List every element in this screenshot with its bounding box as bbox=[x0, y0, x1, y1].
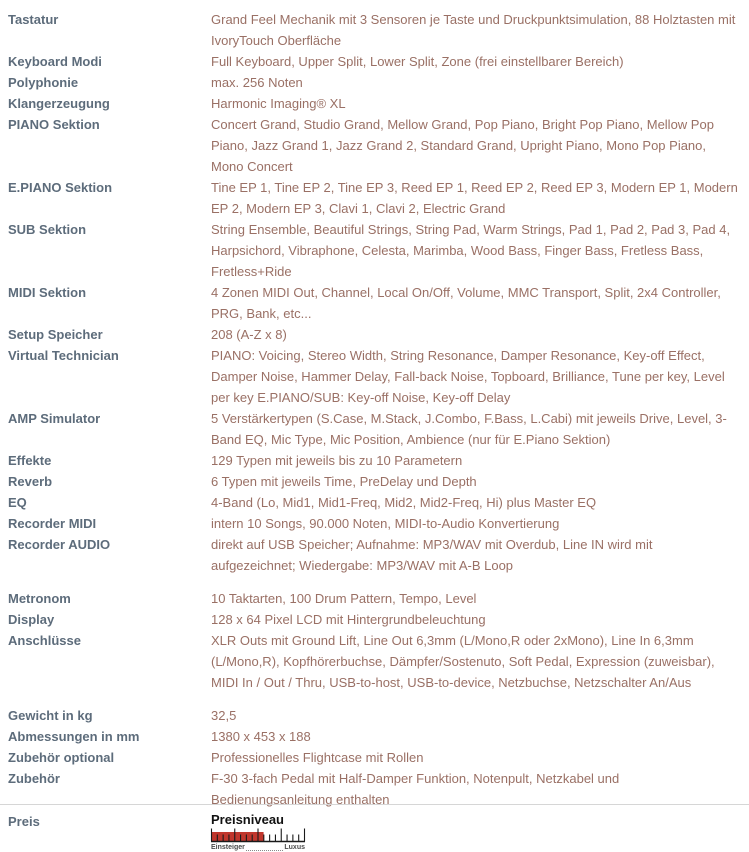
price-max-label: Luxus bbox=[284, 844, 305, 851]
price-scale-labels bbox=[211, 844, 305, 852]
spec-label: Abmessungen in mm bbox=[8, 729, 140, 744]
spec-label: Klangerzeugung bbox=[8, 96, 110, 111]
spec-value: F-30 3-fach Pedal mit Half-Damper Funktion, Notenpult, Netzkabel und Bedienungsanleitung enthalten bbox=[211, 771, 620, 807]
spec-row bbox=[8, 492, 741, 513]
spec-label: Zubehör bbox=[8, 771, 60, 786]
spec-value: Harmonic Imaging® XL bbox=[211, 96, 346, 111]
spec-value: String Ensemble, Beautiful Strings, String Pad, Warm Strings, Pad 1, Pad 2, Pad 3, Pad 4, Harpsichord, Vibraphone, Celesta, Marimba, Wood Bass, Finger Bass, Fretless Bass, Fretless+Ride bbox=[211, 222, 731, 279]
spec-row bbox=[8, 630, 741, 693]
spec-row bbox=[8, 513, 741, 534]
spec-row bbox=[8, 282, 741, 324]
spec-row bbox=[8, 345, 741, 408]
spec-row bbox=[8, 408, 741, 450]
spec-label: Virtual Technician bbox=[8, 348, 119, 363]
price-label: Preis bbox=[8, 814, 40, 829]
spec-value: 208 (A-Z x 8) bbox=[211, 327, 287, 342]
spec-value: 128 x 64 Pixel LCD mit Hintergrundbeleuchtung bbox=[211, 612, 486, 627]
spec-row bbox=[8, 609, 741, 630]
spec-label: AMP Simulator bbox=[8, 411, 101, 426]
spec-value: PIANO: Voicing, Stereo Width, String Resonance, Damper Resonance, Key-off Effect, Damper Noise, Hammer Delay, Fall-back Noise, Topboard, Brilliance, Tune per key, Level per key E.PIANO/SUB: Key-off Noise, Key-off Delay bbox=[211, 348, 725, 405]
spec-label: Metronom bbox=[8, 591, 71, 606]
spec-row bbox=[8, 93, 741, 114]
spec-label: E.PIANO Sektion bbox=[8, 180, 113, 195]
spec-row bbox=[8, 450, 741, 471]
price-min-label: Einsteiger bbox=[211, 844, 245, 851]
bottom-divider bbox=[0, 804, 749, 805]
spec-value: 4 Zonen MIDI Out, Channel, Local On/Off, Volume, MMC Transport, Split, 2x4 Controller, PRG, Bank, etc... bbox=[211, 285, 721, 321]
spec-row bbox=[8, 9, 741, 51]
spec-value: 6 Typen mit jeweils Time, PreDelay und Depth bbox=[211, 474, 477, 489]
spec-value: Professionelles Flightcase mit Rollen bbox=[211, 750, 424, 765]
spec-table bbox=[8, 9, 741, 810]
price-level-title: Preisniveau bbox=[211, 812, 284, 827]
spec-label: Tastatur bbox=[8, 12, 59, 27]
spec-label: MIDI Sektion bbox=[8, 285, 87, 300]
spec-row bbox=[8, 726, 741, 747]
spec-label: Anschlüsse bbox=[8, 633, 81, 648]
spec-value: 1380 x 453 x 188 bbox=[211, 729, 311, 744]
spec-label: SUB Sektion bbox=[8, 222, 87, 237]
spec-label: Effekte bbox=[8, 453, 52, 468]
price-row bbox=[8, 811, 741, 852]
spec-value: intern 10 Songs, 90.000 Noten, MIDI-to-Audio Konvertierung bbox=[211, 516, 560, 531]
spec-row bbox=[8, 72, 741, 93]
spec-value: 129 Typen mit jeweils bis zu 10 Parametern bbox=[211, 453, 463, 468]
spec-label: Recorder AUDIO bbox=[8, 537, 111, 552]
spec-label: Gewicht in kg bbox=[8, 708, 93, 723]
spec-row bbox=[8, 219, 741, 282]
price-level-ruler-image bbox=[211, 828, 305, 843]
spec-label: Recorder MIDI bbox=[8, 516, 97, 531]
spec-row bbox=[8, 747, 741, 768]
spec-label: Keyboard Modi bbox=[8, 54, 102, 69]
spec-row bbox=[8, 588, 741, 609]
spec-row bbox=[8, 324, 741, 345]
spec-value: 32,5 bbox=[211, 708, 237, 723]
spec-row bbox=[8, 177, 741, 219]
spec-value: 10 Taktarten, 100 Drum Pattern, Tempo, Level bbox=[211, 591, 477, 606]
spec-row bbox=[8, 114, 741, 177]
spec-value: Full Keyboard, Upper Split, Lower Split, Zone (frei einstellbarer Bereich) bbox=[211, 54, 624, 69]
spec-label: EQ bbox=[8, 495, 27, 510]
spec-value: 4-Band (Lo, Mid1, Mid1-Freq, Mid2, Mid2-Freq, Hi) plus Master EQ bbox=[211, 495, 597, 510]
spec-row bbox=[8, 51, 741, 72]
spec-label: PIANO Sektion bbox=[8, 117, 100, 132]
spec-value: max. 256 Noten bbox=[211, 75, 303, 90]
price-level-graphic bbox=[211, 811, 305, 852]
spec-value: Grand Feel Mechanik mit 3 Sensoren je Taste und Druckpunktsimulation, 88 Holztasten mit IvoryTouch Oberfläche bbox=[211, 12, 736, 48]
spec-label: Polyphonie bbox=[8, 75, 79, 90]
spec-value: 5 Verstärkertypen (S.Case, M.Stack, J.Combo, F.Bass, L.Cabi) mit jeweils Drive, Level, 3-Band EQ, Mic Type, Mic Position, Ambience (nur für E.Piano Sektion) bbox=[211, 411, 727, 447]
spec-label: Display bbox=[8, 612, 55, 627]
spec-label: Reverb bbox=[8, 474, 53, 489]
spec-value: Concert Grand, Studio Grand, Mellow Grand, Pop Piano, Bright Pop Piano, Mellow Pop Piano, Jazz Grand 1, Jazz Grand 2, Standard Grand, Upright Piano, Mono Pop Piano, Mono Concert bbox=[211, 117, 714, 174]
spec-value: Tine EP 1, Tine EP 2, Tine EP 3, Reed EP 1, Reed EP 2, Reed EP 3, Modern EP 1, Modern EP 2, Modern EP 3, Clavi 1, Clavi 2, Electric Grand bbox=[211, 180, 738, 216]
spec-value: direkt auf USB Speicher; Aufnahme: MP3/WAV mit Overdub, Line IN wird mit aufgezeichnet; Wiedergabe: MP3/WAV mit A-B Loop bbox=[211, 537, 653, 573]
spec-label: Setup Speicher bbox=[8, 327, 103, 342]
spec-value: XLR Outs mit Ground Lift, Line Out 6,3mm (L/Mono,R oder 2xMono), Line In 6,3mm (L/Mono,R), Kopfhörerbuchse, Dämpfer/Sostenuto, Soft Pedal, Expression (zuweisbar), MIDI In / Out / Thru, USB-to-host, USB-to-device, Netzbuchse, Netzschalter An/Aus bbox=[211, 633, 715, 690]
price-scale-leader-line bbox=[246, 844, 284, 851]
spec-label: Zubehör optional bbox=[8, 750, 115, 765]
spec-row bbox=[8, 705, 741, 726]
spec-row bbox=[8, 471, 741, 492]
spec-row bbox=[8, 534, 741, 576]
